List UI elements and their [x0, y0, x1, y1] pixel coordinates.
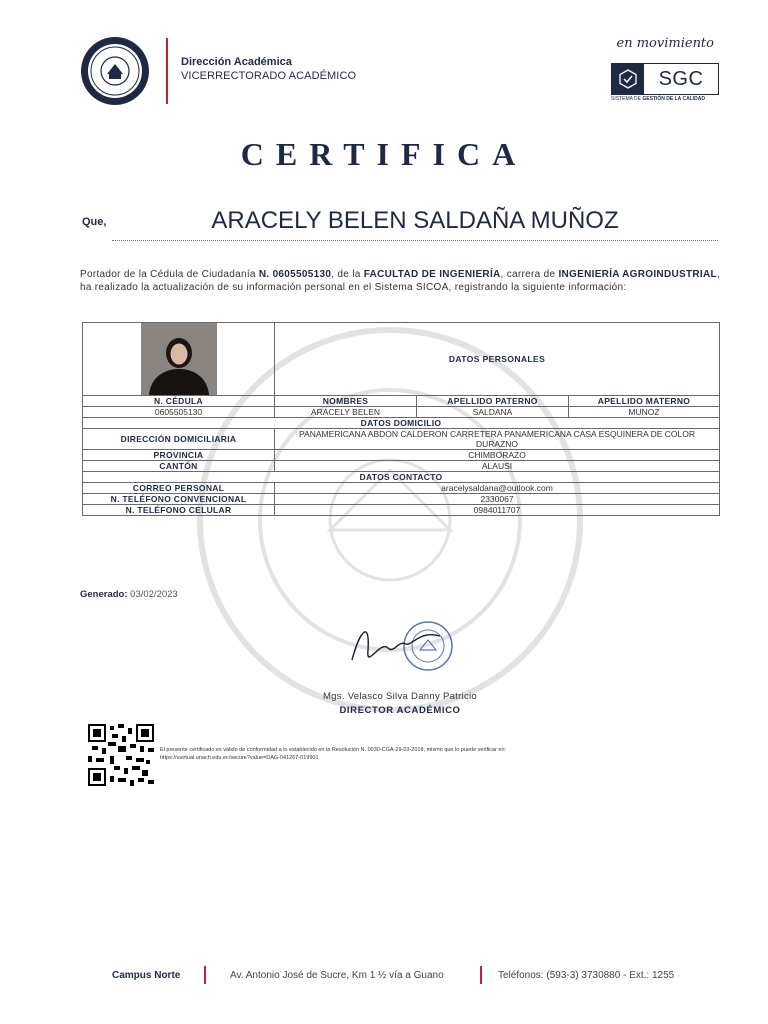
header-title: Dirección Académica — [181, 56, 292, 68]
footer-campus: Campus Norte — [112, 970, 181, 981]
sgc-box — [611, 63, 719, 95]
document-header — [80, 36, 720, 106]
value-correo: aracelysaldana@outlook.com — [275, 483, 720, 494]
value-nombres: ARACELY BELEN — [275, 407, 417, 418]
footer-divider — [480, 966, 482, 984]
label-provincia: PROVINCIA — [83, 450, 275, 461]
value-telefono-convencional: 2330067 — [275, 494, 720, 505]
footer-address: Av. Antonio José de Sucre, Km 1 ½ vía a Guano — [230, 970, 444, 981]
name-underline — [112, 240, 718, 241]
value-provincia: CHIMBORAZO — [275, 450, 720, 461]
intro-paragraph: Portador de la Cédula de Ciudadanía N. 0605505130, de la FACULTAD DE INGENIERÍA, carrera de INGENIERÍA AGROINDUSTRIAL, ha realizado la actualización de su información personal en el Sistema SICOA, registrando la siguiente información: — [80, 269, 721, 293]
personal-data-table — [82, 322, 720, 516]
sgc-logo — [605, 36, 720, 106]
signer-name: Mgs. Velasco Silva Danny Patricio — [322, 691, 478, 702]
footer-divider — [204, 966, 206, 984]
sgc-caption: SISTEMA DE GESTIÓN DE LA CALIDAD — [611, 96, 705, 102]
document-footer — [112, 966, 712, 988]
student-name: ARACELY BELEN SALDAÑA MUÑOZ — [211, 207, 619, 234]
photo-cell — [83, 323, 275, 396]
header-apellido-materno: APELLIDO MATERNO — [569, 396, 720, 407]
label-telefono-convencional: N. TELÉFONO CONVENCIONAL — [83, 494, 275, 505]
sgc-emblem-icon — [612, 64, 644, 94]
sgc-label: SGC — [658, 67, 704, 90]
header-nombres: NOMBRES — [275, 396, 417, 407]
label-canton: CANTÓN — [83, 461, 275, 472]
validity-url[interactable]: https://uvirtual.unach.edu.ec/secure?value=DAG-041267-019901 — [160, 755, 319, 761]
section-contacto-heading: DATOS CONTACTO — [83, 472, 720, 483]
value-telefono-celular: 0984011707 — [275, 505, 720, 516]
value-apellido-materno: MUNOZ — [569, 407, 720, 418]
university-seal-icon — [80, 36, 150, 106]
certificate-title: CERTIFICA — [240, 136, 528, 172]
value-canton: ALAUSI — [275, 461, 720, 472]
section-domicilio-heading: DATOS DOMICILIO — [83, 418, 720, 429]
label-correo: CORREO PERSONAL — [83, 483, 275, 494]
label-direccion: DIRECCIÓN DOMICILIARIA — [83, 429, 275, 450]
validity-note — [160, 746, 720, 762]
section-personal-heading: DATOS PERSONALES — [275, 323, 720, 396]
qr-code-icon[interactable] — [88, 724, 154, 786]
student-photo — [141, 323, 217, 395]
signature-stamp-icon — [340, 610, 470, 680]
header-divider — [166, 38, 168, 104]
validity-text: El presente certificado es válido de conformidad a lo establecido en la Resolución N. 0030-CGA-29-03-2018, mismo que lo puede verificar en: — [160, 747, 507, 753]
value-direccion: PANAMERICANA ABDON CALDERON CARRETERA PANAMERICANA CASA ESQUINERA DE COLOR DURAZNO — [275, 429, 720, 450]
header-cedula: N. CÉDULA — [83, 396, 275, 407]
sgc-slogan: en movimiento — [616, 36, 714, 51]
value-cedula: 0605505130 — [83, 407, 275, 418]
signer-title: DIRECTOR ACADÉMICO — [339, 705, 461, 716]
generated-date: Generado: 03/02/2023 — [80, 589, 178, 600]
que-label: Que, — [82, 216, 107, 228]
footer-phone: Teléfonos: (593-3) 3730880 - Ext.: 1255 — [498, 970, 675, 981]
value-apellido-paterno: SALDANA — [417, 407, 569, 418]
header-subtitle: VICERRECTORADO ACADÉMICO — [181, 70, 357, 82]
label-telefono-celular: N. TELÉFONO CELULAR — [83, 505, 275, 516]
header-apellido-paterno: APELLIDO PATERNO — [417, 396, 569, 407]
